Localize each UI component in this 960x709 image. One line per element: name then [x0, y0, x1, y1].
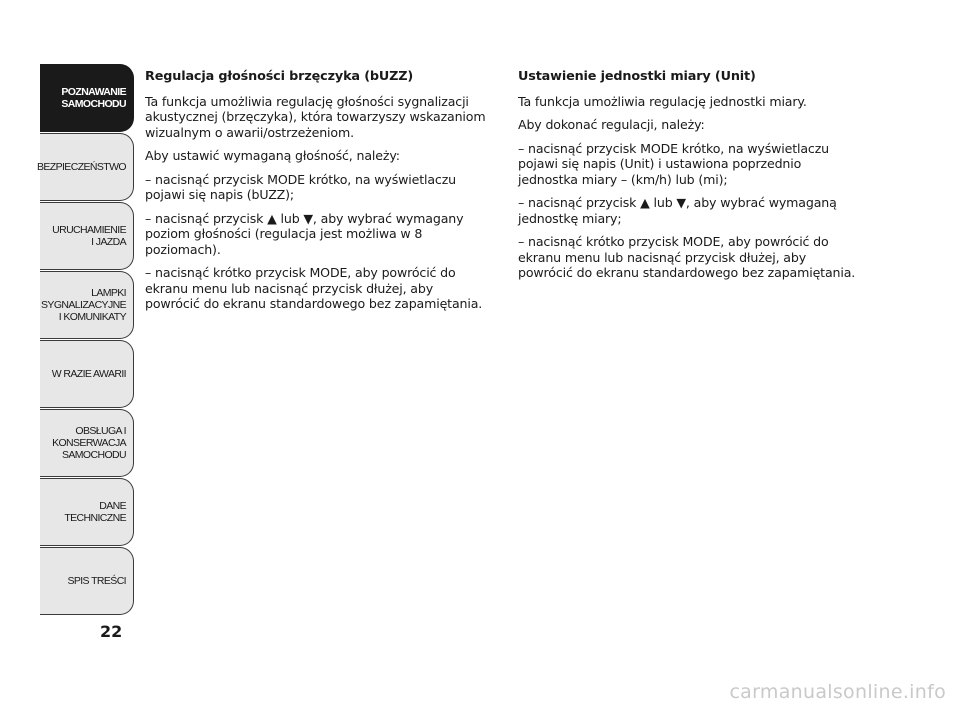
tab-bezpieczenstwo[interactable]: BEZPIECZEŃSTWO — [40, 133, 134, 201]
tab-w-razie-awarii[interactable]: W RAZIE AWARII — [40, 340, 134, 408]
paragraph: Aby ustawić wymaganą głośność, należy: — [145, 148, 400, 163]
tab-poznawanie-samochodu[interactable]: POZNAWANIE SAMOCHODU — [40, 64, 134, 132]
instruction-step: – nacisnąć przycisk ▲ lub ▼, aby wybrać wymagany poziom głośności (regulacja jest możliwa w 8 poziomach). — [145, 210, 464, 257]
section-heading-buzzer: Regulacja głośności brzęczyka (bUZZ) — [145, 69, 414, 84]
instruction-step: – nacisnąć krótko przycisk MODE, aby powrócić do ekranu menu lub nacisnąć przycisk dłużej, aby powrócić do ekranu standardowego bez zapamiętania. — [145, 265, 483, 311]
paragraph: Aby dokonać regulacji, należy: — [518, 117, 705, 132]
right-column — [518, 69, 863, 289]
watermark: carmanualsonline.info — [729, 681, 946, 703]
paragraph: Ta funkcja umożliwia regulację głośności sygnalizacji akustycznej (brzęczyka), która towarzyszy wskazaniom wizualnym o awarii/ostrzeżeniom. — [145, 93, 486, 140]
paragraph: Ta funkcja umożliwia regulację jednostki miary. — [518, 93, 807, 109]
left-column — [145, 69, 490, 320]
tab-spis-tresci[interactable]: SPIS TREŚCI — [40, 547, 134, 615]
instruction-step: – nacisnąć przycisk MODE krótko, na wyświetlaczu pojawi się napis (Unit) i ustawiona poprzednio jednostka miary – (km/h) lub (mi); — [518, 140, 829, 187]
page-number: 22 — [100, 622, 123, 641]
tab-obsluga-i-konserwacja[interactable]: OBSŁUGA I KONSERWACJA SAMOCHODU — [40, 409, 134, 477]
tab-uruchamienie-i-jazda[interactable]: URUCHAMIENIE I JAZDA — [40, 202, 134, 270]
chapter-tabs — [36, 64, 134, 616]
section-heading-unit: Ustawienie jednostki miary (Unit) — [518, 69, 756, 84]
instruction-step: – nacisnąć krótko przycisk MODE, aby powrócić do ekranu menu lub nacisnąć przycisk dłużej, aby powrócić do ekranu standardowego bez zapamiętania. — [518, 234, 856, 280]
instruction-step: – nacisnąć przycisk ▲ lub ▼, aby wybrać wymaganą jednostkę miary; — [518, 195, 837, 226]
instruction-step: – nacisnąć przycisk MODE krótko, na wyświetlaczu pojawi się napis (bUZZ); — [145, 171, 456, 202]
tab-lampki-sygnalizacyjne[interactable]: LAMPKI SYGNALIZACYJNE I KOMUNIKATY — [40, 271, 134, 339]
tab-dane-techniczne[interactable]: DANE TECHNICZNE — [40, 478, 134, 546]
